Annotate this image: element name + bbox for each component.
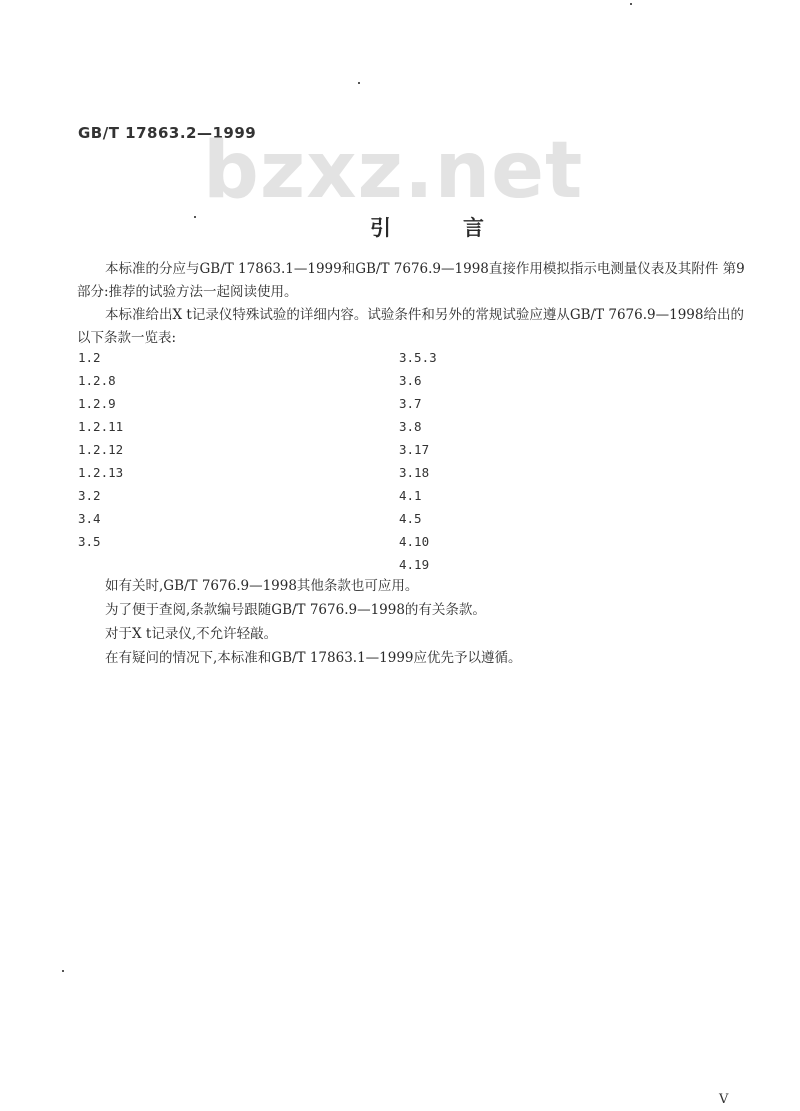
watermark-logo: bzxz.net	[203, 126, 584, 216]
clause-item: 3.6	[399, 373, 422, 388]
clause-item: 1.2.9	[78, 396, 116, 411]
clause-item: 1.2.13	[78, 465, 124, 480]
standard-code: GB/T 17863.2—1999	[78, 124, 257, 142]
scan-speck	[62, 970, 64, 972]
clause-item: 4.1	[399, 488, 422, 503]
clause-item: 1.2.8	[78, 373, 116, 388]
intro-paragraph-1: 本标准的分应与GB/T 17863.1—1999和GB/T 7676.9—1998直接作用模拟指示电测量仪表及其附件 第9部分:推荐的试验方法一起阅读使用。	[77, 261, 745, 300]
scan-speck	[630, 3, 632, 5]
page-number: V	[719, 1092, 729, 1107]
clause-item: 3.2	[78, 488, 101, 503]
note-line: 在有疑问的情况下,本标准和GB/T 17863.1—1999应优先予以遵循。	[105, 650, 522, 666]
clause-item: 4.19	[399, 557, 430, 572]
intro-paragraph-2: 本标准给出X t记录仪特殊试验的详细内容。试验条件和另外的常规试验应遵从GB/T 7676.9—1998给出的以下条款一览表:	[77, 307, 744, 346]
note-line: 如有关时,GB/T 7676.9—1998其他条款也可应用。	[105, 578, 419, 594]
scan-speck	[194, 216, 196, 218]
clause-item: 3.18	[399, 465, 430, 480]
clause-item: 4.10	[399, 534, 430, 549]
clause-item: 3.5.3	[399, 350, 437, 365]
clause-item: 3.8	[399, 419, 422, 434]
note-line: 为了便于查阅,条款编号跟随GB/T 7676.9—1998的有关条款。	[105, 602, 486, 618]
clause-item: 3.17	[399, 442, 430, 457]
clause-item: 1.2.11	[78, 419, 124, 434]
clause-item: 1.2.12	[78, 442, 124, 457]
note-line: 对于X t记录仪,不允许轻敲。	[105, 626, 278, 642]
clause-item: 4.5	[399, 511, 422, 526]
scan-speck	[358, 82, 360, 84]
clause-item: 3.5	[78, 534, 101, 549]
clause-item: 1.2	[78, 350, 101, 365]
page-title: 引言	[370, 215, 556, 240]
clause-item: 3.7	[399, 396, 422, 411]
clause-item: 3.4	[78, 511, 101, 526]
